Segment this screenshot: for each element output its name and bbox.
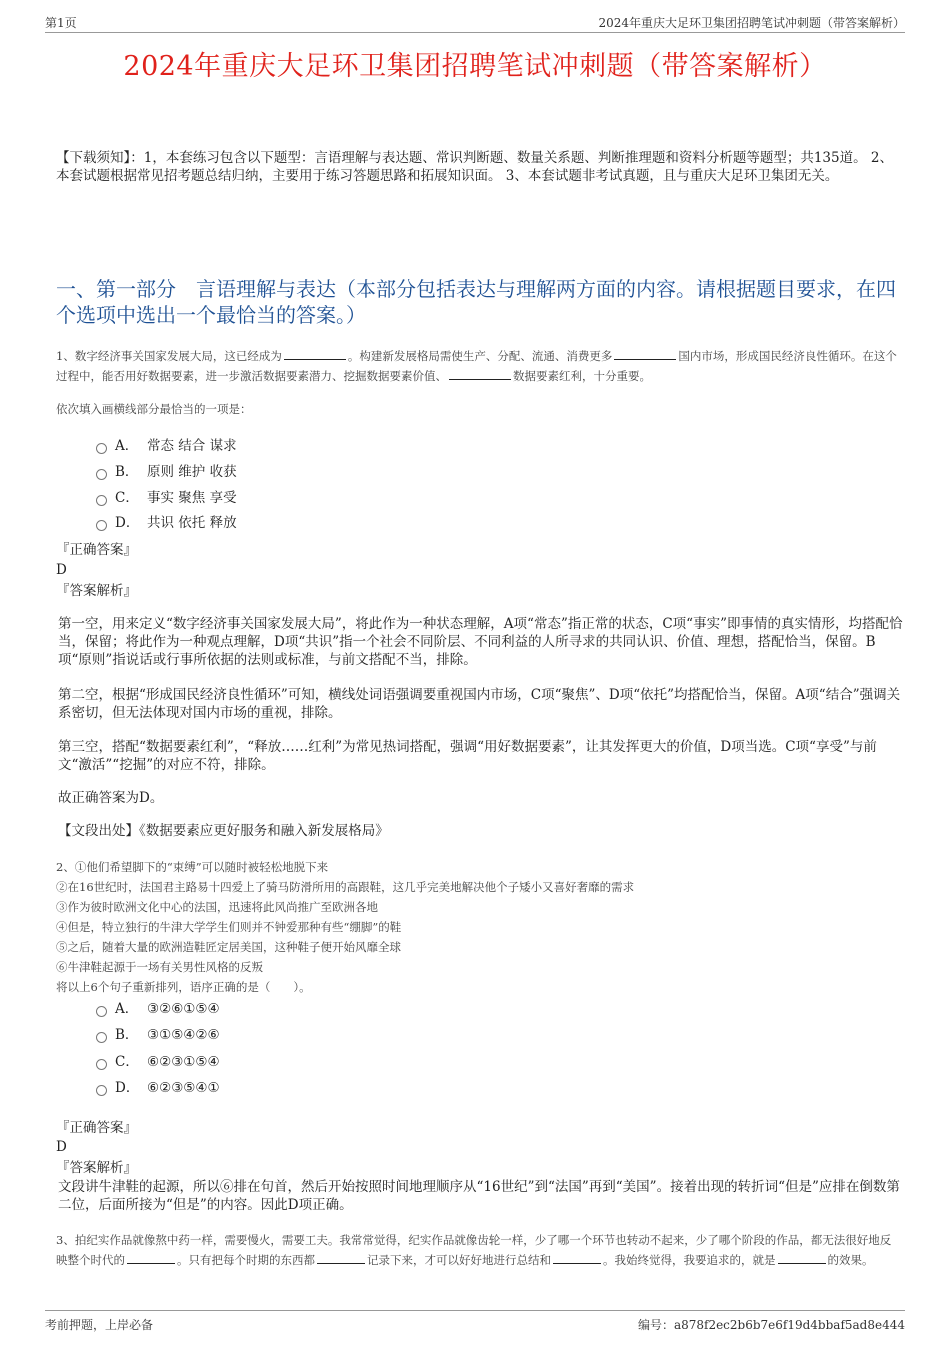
q2-option-b[interactable]	[96, 1025, 220, 1045]
page-footer	[45, 1310, 905, 1335]
q2-sentence: 2、①他们希望脚下的“束缚”可以随时被轻松地脱下来	[56, 860, 329, 874]
q2-answer: D	[56, 1139, 67, 1155]
q1-analysis-paragraph: 第一空，用来定义“数字经济事关国家发展大局”，将此作为一种状态理解，A项“常态”指正常的状态，C项“事实”即事情的真实情形，均搭配恰当，保留；将此作为一种观点理解，D项“共识”指一个社会不同阶层、不同利益的人所寻求的共同认识、价值、理想，搭配恰当，保留。B项“原则”指说话或行事所依据的法则或标准，与前文搭配不当，排除。	[58, 616, 903, 668]
option-letter: D．	[115, 1080, 140, 1096]
radio-icon[interactable]	[96, 443, 107, 454]
q2-sentence: ②在16世纪时，法国君主路易十四爱上了骑马防滑所用的高跟鞋，这几乎完美地解决他个子矮小又喜好奢靡的需求	[56, 880, 635, 894]
q1-analysis-label: 『答案解析』	[56, 583, 137, 599]
q1-option-d[interactable]	[96, 513, 237, 533]
radio-icon[interactable]	[96, 469, 107, 480]
q3-text-part: 记录下来，才可以好好地进行总结和	[367, 1253, 551, 1267]
q1-analysis-paragraph: 第三空，搭配“数据要素红利”，“释放……红利”为常见热词搭配，强调“用好数据要素”，让其发挥更大的价值，D项当选。C项“享受”与前文“激活”“挖掘”的对应不符，排除。	[58, 739, 877, 773]
radio-icon[interactable]	[96, 1085, 107, 1096]
option-letter: B．	[115, 1027, 139, 1043]
option-text: ③②⑥①⑤④	[147, 1001, 220, 1017]
q2-sentence: ③作为彼时欧洲文化中心的法国，迅速将此风尚推广至欧洲各地	[56, 900, 378, 914]
q3-text-part: 。只有把每个时期的东西都	[177, 1253, 315, 1267]
q1-option-a[interactable]	[96, 436, 237, 456]
q1-analysis-paragraph: 故正确答案为D。	[58, 790, 164, 806]
radio-icon[interactable]	[96, 1059, 107, 1070]
q2-sentence: ④但是，特立独行的牛津大学学生们则并不钟爱那种有些“绷脚”的鞋	[56, 920, 402, 934]
question-1-prompt: 依次填入画横线部分最恰当的一项是：	[56, 402, 252, 416]
q1-text-part: 国内市场，形成国民经济良性循环。在这个过程中，能否用好数据要素，进一步激活数据要素潜力、挖掘数据要素价值、	[56, 349, 897, 383]
option-text: ③①⑤④②⑥	[147, 1027, 220, 1043]
section-heading: 一、第一部分 言语理解与表达（本部分包括表达与理解两方面的内容。请根据题目要求，在四个选项中选出一个最恰当的答案。）	[56, 277, 896, 327]
q1-option-c[interactable]	[96, 488, 237, 508]
footer-doc-id: 编号：a878f2ec2b6b7e6f19d4bbaf5ad8e444	[637, 1318, 905, 1332]
option-letter: C．	[115, 490, 139, 506]
q1-text-part: 。构建新发展格局需使生产、分配、流通、消费更多	[347, 349, 613, 363]
q1-option-b[interactable]	[96, 462, 237, 482]
q3-text-part: 。我始终觉得，我要追求的，就是	[603, 1253, 776, 1267]
q1-answer: D	[56, 562, 67, 578]
radio-icon[interactable]	[96, 1032, 107, 1043]
radio-icon[interactable]	[96, 520, 107, 531]
q2-analysis: 文段讲牛津鞋的起源，所以⑥排在句首，然后开始按照时间地理顺序从“16世纪”到“法国”再到“美国”。接着出现的转折词“但是”应排在倒数第二位，后面所接为“但是”的内容。因此D项正确。	[58, 1179, 900, 1213]
radio-icon[interactable]	[96, 1006, 107, 1017]
option-letter: A．	[115, 1001, 139, 1017]
document-title: 2024年重庆大足环卫集团招聘笔试冲刺题（带答案解析）	[123, 51, 827, 82]
blank-line	[284, 347, 346, 360]
q2-sentence: ⑤之后，随着大量的欧洲造鞋匠定居美国，这种鞋子便开始风靡全球	[56, 940, 401, 954]
header-doc-title: 2024年重庆大足环卫集团招聘笔试冲刺题（带答案解析）	[598, 16, 905, 30]
blank-line	[778, 1251, 826, 1264]
q2-option-d[interactable]	[96, 1078, 220, 1098]
page-header	[45, 10, 905, 33]
blank-line	[614, 347, 676, 360]
q1-answer-label: 『正确答案』	[56, 542, 137, 558]
footer-slogan: 考前押题，上岸必备	[45, 1318, 154, 1332]
option-letter: A．	[115, 438, 139, 454]
q3-text-part: 的效果。	[827, 1253, 874, 1267]
option-text: 原则 维护 收获	[147, 464, 237, 480]
q1-analysis-paragraph: 第二空，根据“形成国民经济良性循环”可知，横线处词语强调要重视国内市场，C项“聚焦”、D项“依托”均搭配恰当，保留。A项“结合”强调关系密切，但无法体现对国内市场的重视，排除。	[58, 687, 901, 721]
q1-text-part: 1、数字经济事关国家发展大局，这已经成为	[56, 349, 282, 363]
blank-line	[553, 1251, 601, 1264]
q2-prompt: 将以上6个句子重新排列，语序正确的是（ ）。	[56, 980, 311, 994]
q2-analysis-label: 『答案解析』	[56, 1160, 137, 1176]
q3-text-part: 3、拍纪实作品就像熬中药一样，需要慢火，需要工夫。我常常觉得，纪实作品就像齿轮一样，少了哪一个环节也转动不起来，少了哪个阶段的作品，都无法很好地反映整个时代的	[56, 1233, 892, 1267]
option-letter: B．	[115, 464, 139, 480]
option-text: 常态 结合 谋求	[147, 438, 237, 454]
radio-icon[interactable]	[96, 495, 107, 506]
download-notice: 【下载须知】：1，本套练习包含以下题型：言语理解与表达题、常识判断题、数量关系题、判断推理题和资料分析题等题型；共135道。 2、本套试题根据常见招考题总结归纳，主要用于练习答题思路和拓展知识面。 3、本套试题非考试真题，且与重庆大足环卫集团无关。	[56, 150, 893, 184]
page-number: 第1页	[45, 16, 77, 30]
q2-option-a[interactable]	[96, 999, 220, 1019]
q1-text-part: 数据要素红利，十分重要。	[513, 369, 651, 383]
q2-sentence: ⑥牛津鞋起源于一场有关男性风格的反叛	[56, 960, 263, 974]
q2-option-c[interactable]	[96, 1052, 220, 1072]
option-letter: D．	[115, 515, 140, 531]
blank-line	[449, 367, 511, 380]
option-text: ⑥②③①⑤④	[147, 1054, 220, 1070]
option-text: ⑥②③⑤④①	[147, 1080, 220, 1096]
option-text: 事实 聚焦 享受	[147, 490, 237, 506]
q2-answer-label: 『正确答案』	[56, 1120, 137, 1136]
blank-line	[127, 1251, 175, 1264]
q1-source: 【文段出处】《数据要素应更好服务和融入新发展格局》	[58, 823, 389, 839]
option-text: 共识 依托 释放	[147, 515, 237, 531]
option-letter: C．	[115, 1054, 139, 1070]
question-3-stem	[56, 1230, 902, 1270]
question-1-stem	[56, 346, 902, 386]
blank-line	[317, 1251, 365, 1264]
